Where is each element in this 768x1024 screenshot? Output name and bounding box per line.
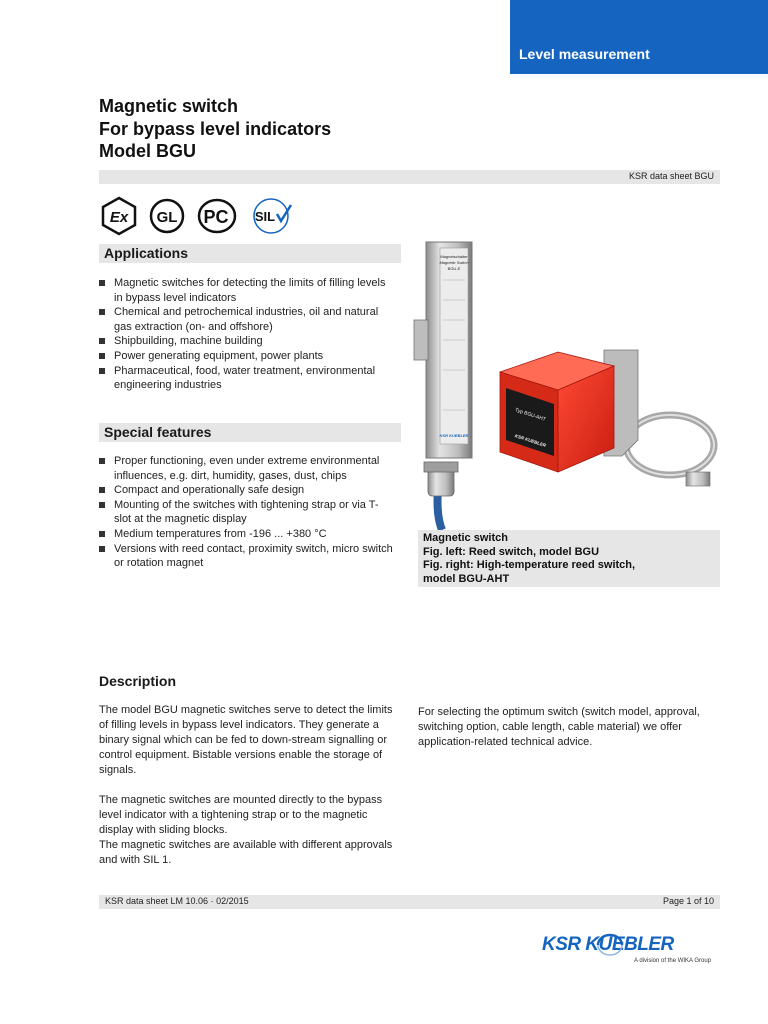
special-features-list <box>99 454 394 571</box>
list-item: Shipbuilding, machine building <box>99 334 394 349</box>
list-item: Magnetic switches for detecting the limits of filling levels in bypass level indicators <box>99 276 394 305</box>
description-paragraph-1: The model BGU magnetic switches serve to detect the limits of filling levels in bypass level indicators. They generate a binary signal which can be fed to down-stream signalling or control equipment. Bistable versions enable the storage of signals. <box>99 704 393 776</box>
caption-line-4: model BGU-AHT <box>423 572 510 585</box>
sil-certification-icon <box>254 199 291 233</box>
applications-heading-bar <box>99 244 401 263</box>
svg-text:BGU-E: BGU-E <box>447 266 461 271</box>
logo-text: KSR KUEBLER <box>542 934 674 955</box>
description-paragraph-3: For selecting the optimum switch (switch model, approval, switching option, cable length, cable material) we offer application-related technical advice. <box>418 706 700 748</box>
svg-text:SIL: SIL <box>254 209 276 224</box>
list-item: Pharmaceutical, food, water treatment, environmental engineering industries <box>99 364 394 393</box>
page-title-line-3: Model BGU <box>99 141 196 161</box>
ex-certification-icon <box>103 198 135 234</box>
list-item: Compact and operationally safe design <box>99 483 394 498</box>
footer-bar <box>99 895 720 909</box>
photo-caption <box>418 530 720 587</box>
product-photo <box>408 240 728 530</box>
gl-certification-icon <box>151 200 183 232</box>
logo-subtitle: A division of the WIKA Group <box>634 958 712 964</box>
svg-text:Magnetschalter: Magnetschalter <box>440 254 468 259</box>
svg-text:Magnetic Switch: Magnetic Switch <box>439 260 469 265</box>
page-number: Page 1 of 10 <box>662 896 714 906</box>
list-item: Power generating equipment, power plants <box>99 349 394 364</box>
svg-text:PC: PC <box>203 207 229 227</box>
logo-swoosh-icon <box>595 932 625 958</box>
section-banner <box>510 0 768 74</box>
list-item: Mounting of the switches with tightening strap or via T-slot at the magnetic display <box>99 498 394 527</box>
caption-line-2: Fig. left: Reed switch, model BGU <box>423 545 600 558</box>
applications-list <box>99 276 394 393</box>
page-title-line-2: For bypass level indicators <box>99 119 332 139</box>
description-left-column <box>99 703 402 868</box>
svg-text:KSR KUEBLER: KSR KUEBLER <box>514 433 547 448</box>
applications-heading: Applications <box>104 245 189 261</box>
list-item: Chemical and petrochemical industries, oil and natural gas extraction (on- and offshore) <box>99 305 394 334</box>
svg-text:Typ BGU-AHT: Typ BGU-AHT <box>514 407 547 423</box>
special-features-heading: Special features <box>104 424 212 440</box>
list-item: Medium temperatures from -196 ... +380 °C <box>99 527 394 542</box>
description-paragraph-2: The magnetic switches are mounted directly to the bypass level indicator with a tightening strap or to the magnetic display with sliding blocks. The magnetic switches are available with different approvals and with SIL 1. <box>99 794 393 866</box>
svg-text:Ex: Ex <box>109 209 129 226</box>
page-title-line-1: Magnetic switch <box>99 96 239 116</box>
datasheet-bar <box>99 170 720 184</box>
caption-line-3: Fig. right: High-temperature reed switch, <box>423 559 636 571</box>
svg-text:GL: GL <box>156 209 178 226</box>
list-item: Versions with reed contact, proximity switch, micro switch or rotation magnet <box>99 542 394 571</box>
svg-text:KSR KUEBLER: KSR KUEBLER <box>439 433 469 438</box>
certification-icons <box>99 196 309 236</box>
datasheet-label: KSR data sheet BGU <box>628 171 714 181</box>
description-right-column <box>418 705 720 750</box>
footer-datasheet-ref: KSR data sheet LM 10.06 · 02/2015 <box>105 896 249 906</box>
banner-label: Level measurement <box>519 46 650 62</box>
caption-line-1: Magnetic switch <box>423 532 508 544</box>
description-heading: Description <box>99 673 177 689</box>
pc-gost-certification-icon <box>199 200 235 232</box>
list-item: Proper functioning, even under extreme environmental influences, e.g. dirt, humidity, gases, dust, chips <box>99 454 394 483</box>
company-logo <box>542 932 722 972</box>
special-features-heading-bar <box>99 423 401 442</box>
